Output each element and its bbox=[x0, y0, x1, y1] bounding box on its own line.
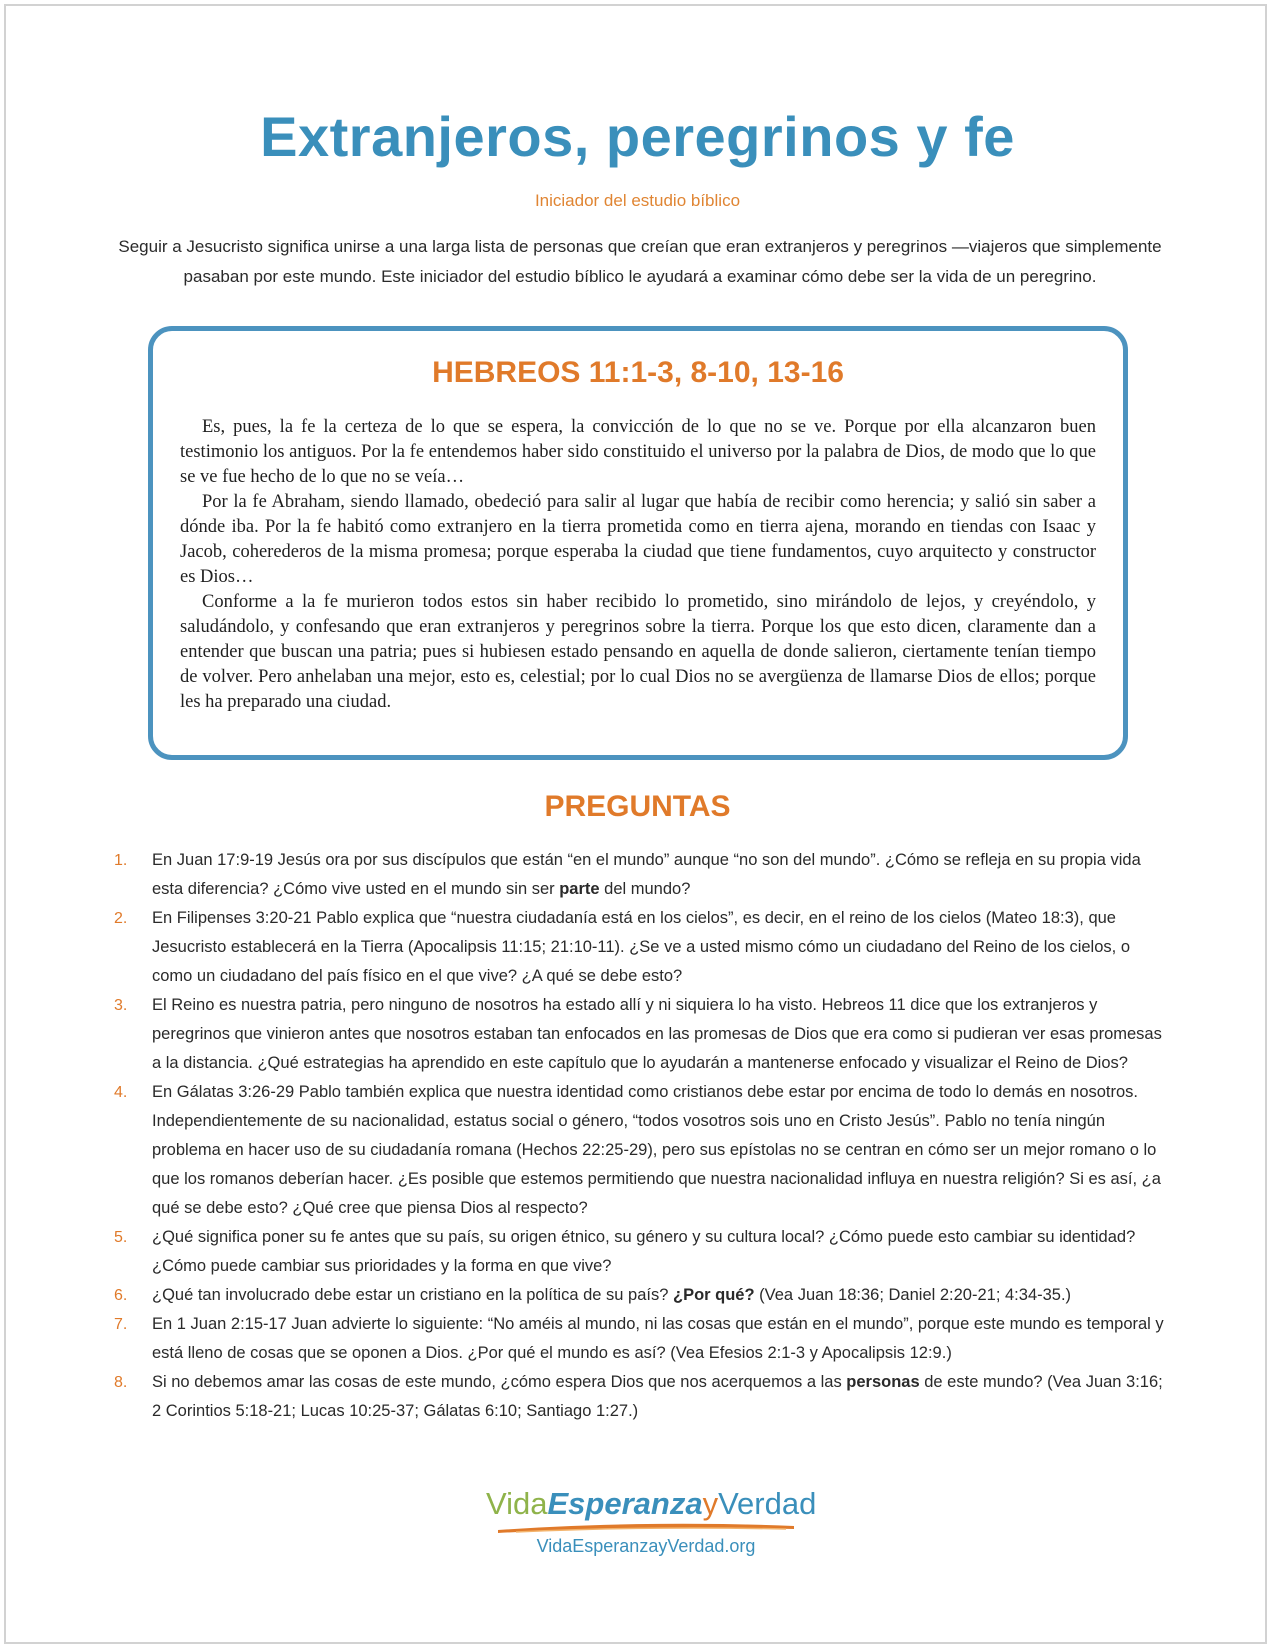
scripture-title: HEBREOS 11:1-3, 8-10, 13-16 bbox=[432, 356, 844, 389]
question-number: 7. bbox=[114, 1316, 128, 1333]
question-number: 5. bbox=[114, 1229, 128, 1246]
page-subtitle: Iniciador del estudio bíblico bbox=[534, 191, 741, 210]
page bbox=[4, 4, 1267, 1644]
question-text: Si no debemos amar las cosas de este mundo, ¿cómo espera Dios que nos acerquemos a las bbox=[152, 1373, 847, 1391]
question-emphasis: ¿Por qué? bbox=[672, 1286, 755, 1304]
question-text: En 1 Juan 2:15-17 Juan advierte lo siguiente: “No améis al mundo, ni las cosas que están en el mundo”, porque este mundo es temporal y está lleno de cosas que se oponen a Dios. ¿Por qué el mundo es así? (Vea Efesios 2:1-3 y Apocalipsis 12:9.) bbox=[152, 1315, 1164, 1362]
scripture-paragraph: Es, pues, la fe la certeza de lo que se espera, la convicción de lo que no se ve. Porque por ella alcanzaron buen testimonio los antiguos. Por la fe entendemos haber sido constituido el universo por la palabra de Dios, de modo que lo que se ve fue hecho de lo que no se veía… bbox=[180, 417, 1096, 487]
question-item bbox=[114, 904, 1174, 991]
question-item bbox=[114, 1281, 1174, 1310]
question-text: En Gálatas 3:26-29 Pablo también explica que nuestra identidad como cristianos debe estar por encima de todo lo demás en nosotros. Independientemente de su nacionalidad, estatus social o género, “todos vosotros sois uno en Cristo Jesús”. Pablo no tenía ningún problema en hacer uso de su ciudadanía romana (Hechos 22:25-29), pero sus epístolas no se centran en cómo ser un mejor romano o lo que los romanos deberían hacer. ¿Es posible que estemos permitiendo que nuestra nacionalidad influya en nuestra religión? Si es así, ¿a qué se debe esto? ¿Qué cree que piensa Dios al respecto? bbox=[152, 1083, 1161, 1217]
logo-swoosh bbox=[496, 1522, 796, 1534]
logo-vida: Vida bbox=[486, 1486, 548, 1521]
question-text: En Filipenses 3:20-21 Pablo explica que “nuestra ciudadanía está en los cielos”, es decir, en el reino de los cielos (Mateo 18:3), que Jesucristo establecerá en la Tierra (Apocalipsis 11:15; 21:10-11). ¿Se ve a usted mismo cómo un ciudadano del Reino de los cielos, o como un ciudadano del país físico en el que vive? ¿A qué se debe esto? bbox=[152, 909, 1130, 985]
website-link[interactable]: VidaEsperanzayVerdad.org bbox=[536, 1536, 756, 1556]
question-item bbox=[114, 1078, 1174, 1223]
question-item bbox=[114, 1310, 1174, 1368]
question-text: ¿Qué tan involucrado debe estar un cristiano en la política de su país? bbox=[152, 1286, 673, 1304]
question-number: 4. bbox=[114, 1084, 128, 1101]
scripture-box bbox=[148, 326, 1128, 760]
question-text: de este mundo? (Vea Juan 3:16; 2 Corintios 5:18-21; Lucas 10:25-37; Gálatas 6:10; Santiago 1:27.) bbox=[152, 1373, 1163, 1420]
question-number: 2. bbox=[114, 910, 128, 927]
question-item bbox=[114, 846, 1174, 904]
question-number: 8. bbox=[114, 1374, 128, 1391]
question-text: En Juan 17:9-19 Jesús ora por sus discípulos que están “en el mundo” aunque “no son del mundo”. ¿Cómo se refleja en su propia vida esta diferencia? ¿Cómo vive usted en el mundo sin ser bbox=[152, 851, 1141, 898]
scripture-paragraph: Conforme a la fe murieron todos estos sin haber recibido lo prometido, sino mirándolo de lejos, y creyéndolo, y saludándolo, y confesando que eran extranjeros y peregrinos sobre la tierra. Porque los que esto dicen, claramente dan a entender que buscan una patria; pues si hubiesen estado pensando en aquella de donde salieron, ciertamente tenían tiempo de volver. Pero anhelaban una mejor, esto es, celestial; por lo cual Dios no se avergüenza de llamarse Dios de ellos; porque les ha preparado una ciudad. bbox=[180, 592, 1096, 712]
question-emphasis: parte bbox=[559, 880, 600, 898]
question-item bbox=[114, 1223, 1174, 1281]
logo-y: y bbox=[702, 1486, 719, 1521]
question-item bbox=[114, 1368, 1174, 1426]
question-number: 1. bbox=[114, 852, 128, 869]
page-title: Extranjeros, peregrinos y fe bbox=[260, 105, 1015, 168]
question-item bbox=[114, 991, 1174, 1078]
logo-verdad: Verdad bbox=[718, 1486, 817, 1521]
question-text: (Vea Juan 18:36; Daniel 2:20-21; 4:34-35.) bbox=[754, 1286, 1072, 1304]
question-number: 6. bbox=[114, 1287, 128, 1304]
questions-title: PREGUNTAS bbox=[544, 790, 731, 823]
question-number: 3. bbox=[114, 997, 128, 1014]
question-text: ¿Qué significa poner su fe antes que su país, su origen étnico, su género y su cultura local? ¿Cómo puede esto cambiar su identidad? ¿Cómo puede cambiar sus prioridades y la forma en que vive? bbox=[152, 1228, 1136, 1275]
logo-esperanza: Esperanza bbox=[547, 1486, 703, 1521]
questions-list bbox=[114, 846, 1174, 1426]
scripture-text bbox=[180, 415, 1096, 715]
intro-paragraph: Seguir a Jesucristo significa unirse a una larga lista de personas que creían que eran extranjeros y peregrinos —viajeros que simplemente pasaban por este mundo. Este iniciador del estudio bíblico le ayudará a examinar cómo debe ser la vida de un peregrino. bbox=[118, 237, 1162, 286]
logo bbox=[486, 1486, 817, 1566]
scripture-paragraph: Por la fe Abraham, siendo llamado, obedeció para salir al lugar que había de recibir como herencia; y salió sin saber a dónde iba. Por la fe habitó como extranjero en la tierra prometida como en tierra ajena, morando en tiendas con Isaac y Jacob, coherederos de la misma promesa; porque esperaba la ciudad que tiene fundamentos, cuyo arquitecto y constructor es Dios… bbox=[180, 492, 1096, 587]
question-text: del mundo? bbox=[599, 880, 691, 898]
logo-wordmark bbox=[486, 1486, 817, 1522]
question-text: El Reino es nuestra patria, pero ninguno de nosotros ha estado allí y ni siquiera lo ha visto. Hebreos 11 dice que los extranjeros y peregrinos que vinieron antes que nosotros estaban tan enfocados en las promesas de Dios que era como si pudieran ver esas promesas a la distancia. ¿Qué estrategias ha aprendido en este capítulo que lo ayudarán a mantenerse enfocado y visualizar el Reino de Dios? bbox=[152, 996, 1162, 1072]
question-emphasis: personas bbox=[846, 1373, 920, 1391]
